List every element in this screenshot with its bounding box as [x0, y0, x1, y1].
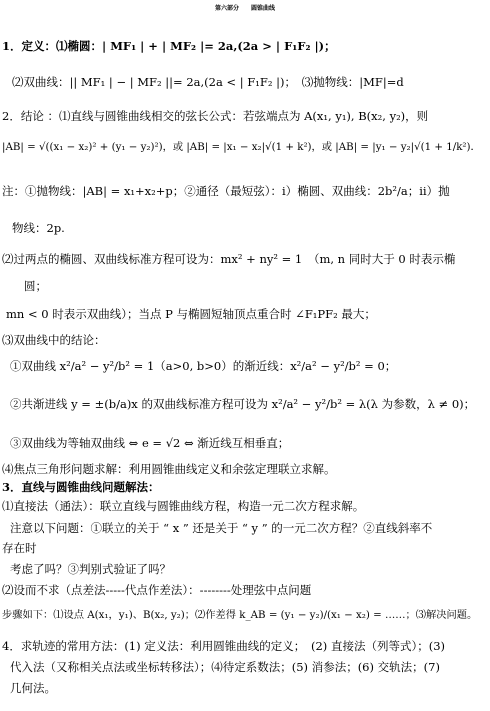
line-21: 步骤如下：⑴设点 A(x₁，y₁)、B(x₂, y₂)；⑵作差得 k_AB = (y₁ − y₂)/(x₁ − x₂) = ……；⑶解决问题。	[2, 609, 478, 621]
page-title: 第六部分 圆锥曲线	[214, 5, 275, 12]
line-20: ⑵设而不求（点差法-----代点作差法）：--------处理弦中点问题	[2, 583, 312, 597]
line-3: 2．结论 ：⑴直线与圆锥曲线相交的弦长公式：若弦端点为 A(x₁, y₁), B(x₂, y₂)，则	[2, 109, 429, 123]
line-4: |AB| = √((x₁ − x₂)² + (y₁ − y₂)²)，或 |AB| = |x₁ − x₂|√(1 + k²)，或 |AB| = |y₁ − y₂|√(1 + 1/k²)．	[2, 141, 481, 153]
line-23: 代入法（又称相关点法或坐标转移法）；⑷待定系数法；(5) 消参法；(6) 交轨法；(7)	[10, 660, 440, 674]
line-24: 几何法。	[10, 681, 56, 695]
line-8: 圆；	[24, 279, 47, 293]
line-5: 注：①抛物线：|AB| = x₁+x₂+p；②通径（最短弦）：ⅰ）椭圆、双曲线：2b²/a；ⅱ）抛	[2, 184, 450, 198]
line-11: ①双曲线 x²/a² − y²/b² = 1（a>0, b>0）的渐近线：x²/a² − y²/b² = 0；	[10, 359, 397, 373]
line-14: ⑷焦点三角形问题求解：利用圆锥曲线定义和余弦定理联立求解。	[2, 462, 336, 476]
line-1: 1．定义：⑴椭圆：| MF₁ | + | MF₂ |= 2a,(2a > | F₁F₂ |)；	[2, 39, 336, 53]
line-17: 注意以下问题：①联立的关于 “ x ” 还是关于 “ y ” 的一元二次方程？②直线斜率不	[10, 521, 433, 535]
line-22: 4．求轨迹的常用方法：(1) 定义法：利用圆锥曲线的定义； (2) 直接法（列等式）；(3)	[2, 639, 445, 653]
line-13: ③双曲线为等轴双曲线 ⇔ e = √2 ⇔ 渐近线互相垂直；	[10, 436, 290, 450]
line-12: ②共渐进线 y = ±(b/a)x 的双曲线标准方程可设为 x²/a² − y²/b² = λ(λ 为参数，λ ≠ 0)；	[10, 397, 476, 411]
line-19: 考虑了吗？③判别式验证了吗？	[10, 562, 171, 576]
line-9: mn < 0 时表示双曲线）；当点 P 与椭圆短轴顶点重合时 ∠F₁PF₂ 最大；	[6, 307, 376, 321]
line-16: ⑴直接法（通法）：联立直线与圆锥曲线方程，构造一元二次方程求解。	[2, 499, 365, 513]
line-2: ⑵双曲线：|| MF₁ | − | MF₂ ||= 2a,(2a < | F₁F₂ |)； ⑶抛物线：|MF|=d	[12, 75, 404, 89]
line-7: ⑵过两点的椭圆、双曲线标准方程可设为：mx² + ny² = 1 （m, n 同时大于 0 时表示椭	[2, 252, 456, 266]
line-18: 存在时	[2, 541, 37, 555]
line-10: ⑶双曲线中的结论：	[2, 333, 106, 347]
line-15: 3．直线与圆锥曲线问题解法：	[2, 480, 160, 494]
line-6: 物线：2p.	[12, 221, 65, 235]
